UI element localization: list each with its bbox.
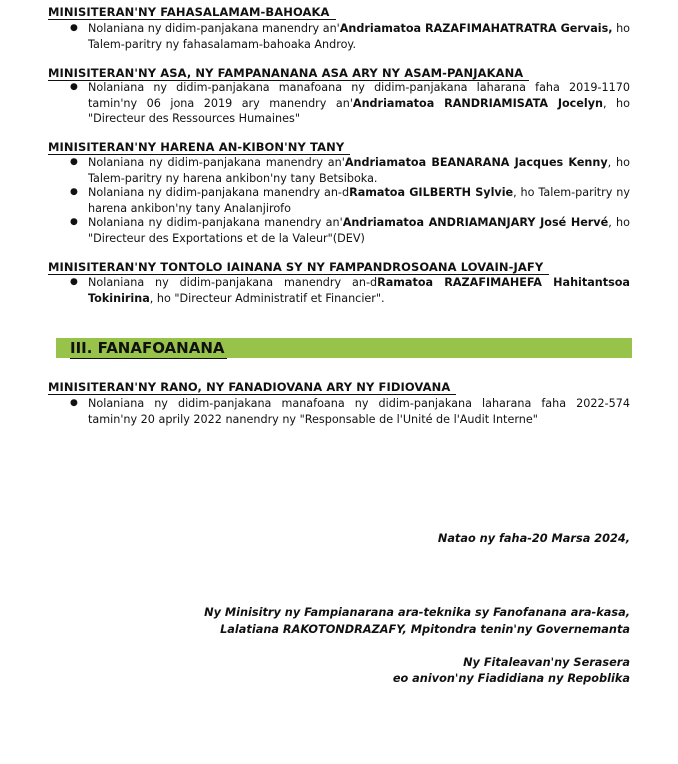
signature-line: eo anivon'ny Fiadidiana ny Repoblika xyxy=(392,672,630,685)
section-heading-environment: MINISITERAN'NY TONTOLO IAINANA SY NY FAMPANDROSOANA LOVAIN-JAFY xyxy=(48,261,549,275)
bullet-icon: ● xyxy=(70,217,78,227)
bullet-icon: ● xyxy=(70,398,78,408)
bullet-icon: ● xyxy=(70,277,78,287)
section-heading-water: MINISITERAN'NY RANO, NY FANADIOVANA ARY NY FIDIOVANA xyxy=(48,381,456,395)
list-item: ● Nolaniana ny didim-panjakana manendry an'Andriamatoa BEANARANA Jacques Kenny, ho Talem-paritry ny harena ankibon'ny tany Betsiboka. xyxy=(70,156,630,185)
bullet-icon: ● xyxy=(70,187,78,197)
list-item: ● Nolaniana ny didim-panjakana manafoana ny didim-panjakana laharana faha 2019-1170 tamin'ny 06 jona 2019 ary manendry an'Andriamatoa RANDRIAMISATA Jocelyn, ho "Directeur des Ressources Humaines" xyxy=(70,81,630,126)
signature-line: Ny Minisitry ny Fampianarana ara-teknika sy Fanofanana ara-kasa, xyxy=(204,606,630,619)
section-heading-mines: MINISITERAN'NY HARENA AN-KIBON'NY TANY xyxy=(48,141,350,155)
signature-line: Ny Fitaleavan'ny Serasera xyxy=(463,656,630,669)
section-heading-health: MINISITERAN'NY FAHASALAMAM-BAHOAKA xyxy=(48,6,336,20)
list-item: ● Nolaniana ny didim-panjakana manendry an'Andriamatoa ANDRIAMANJARY José Hervé, ho "Directeur des Exportations et de la Valeur"(DEV) xyxy=(70,216,630,245)
list-item: ● Nolaniana ny didim-panjakana manendry an-dRamatoa GILBERTH Sylvie, ho Talem-paritry ny harena ankibon'ny tany Analanjirofo xyxy=(70,186,630,215)
bullet-icon: ● xyxy=(70,157,78,167)
bullet-icon: ● xyxy=(70,82,78,92)
list-item: ● Nolaniana ny didim-panjakana manafoana ny didim-panjakana laharana faha 2022-574 tamin'ny 20 aprily 2022 nanendry ny "Responsable de l'Unité de l'Audit Interne" xyxy=(70,397,630,426)
closing-date: Natao ny faha-20 Marsa 2024, xyxy=(437,532,630,545)
part-title: III. FANAFOANANA xyxy=(70,339,225,357)
section-heading-labour: MINISITERAN'NY ASA, NY FAMPANANANA ASA ARY NY ASAM-PANJAKANA xyxy=(48,67,529,81)
signature-line: Lalatiana RAKOTONDRAZAFY, Mpitondra tenin'ny Governemanta xyxy=(220,623,630,636)
list-item: ● Nolaniana ny didim-panjakana manendry an'Andriamatoa RAZAFIMAHATRATRA Gervais, ho Talem-paritry ny fahasalamam-bahoaka Androy. xyxy=(70,22,630,51)
list-item: ● Nolaniana ny didim-panjakana manendry an-dRamatoa RAZAFIMAHEFA Hahitantsoa Tokinirina, ho "Directeur Administratif et Financier". xyxy=(70,276,630,305)
bullet-icon: ● xyxy=(70,23,78,33)
